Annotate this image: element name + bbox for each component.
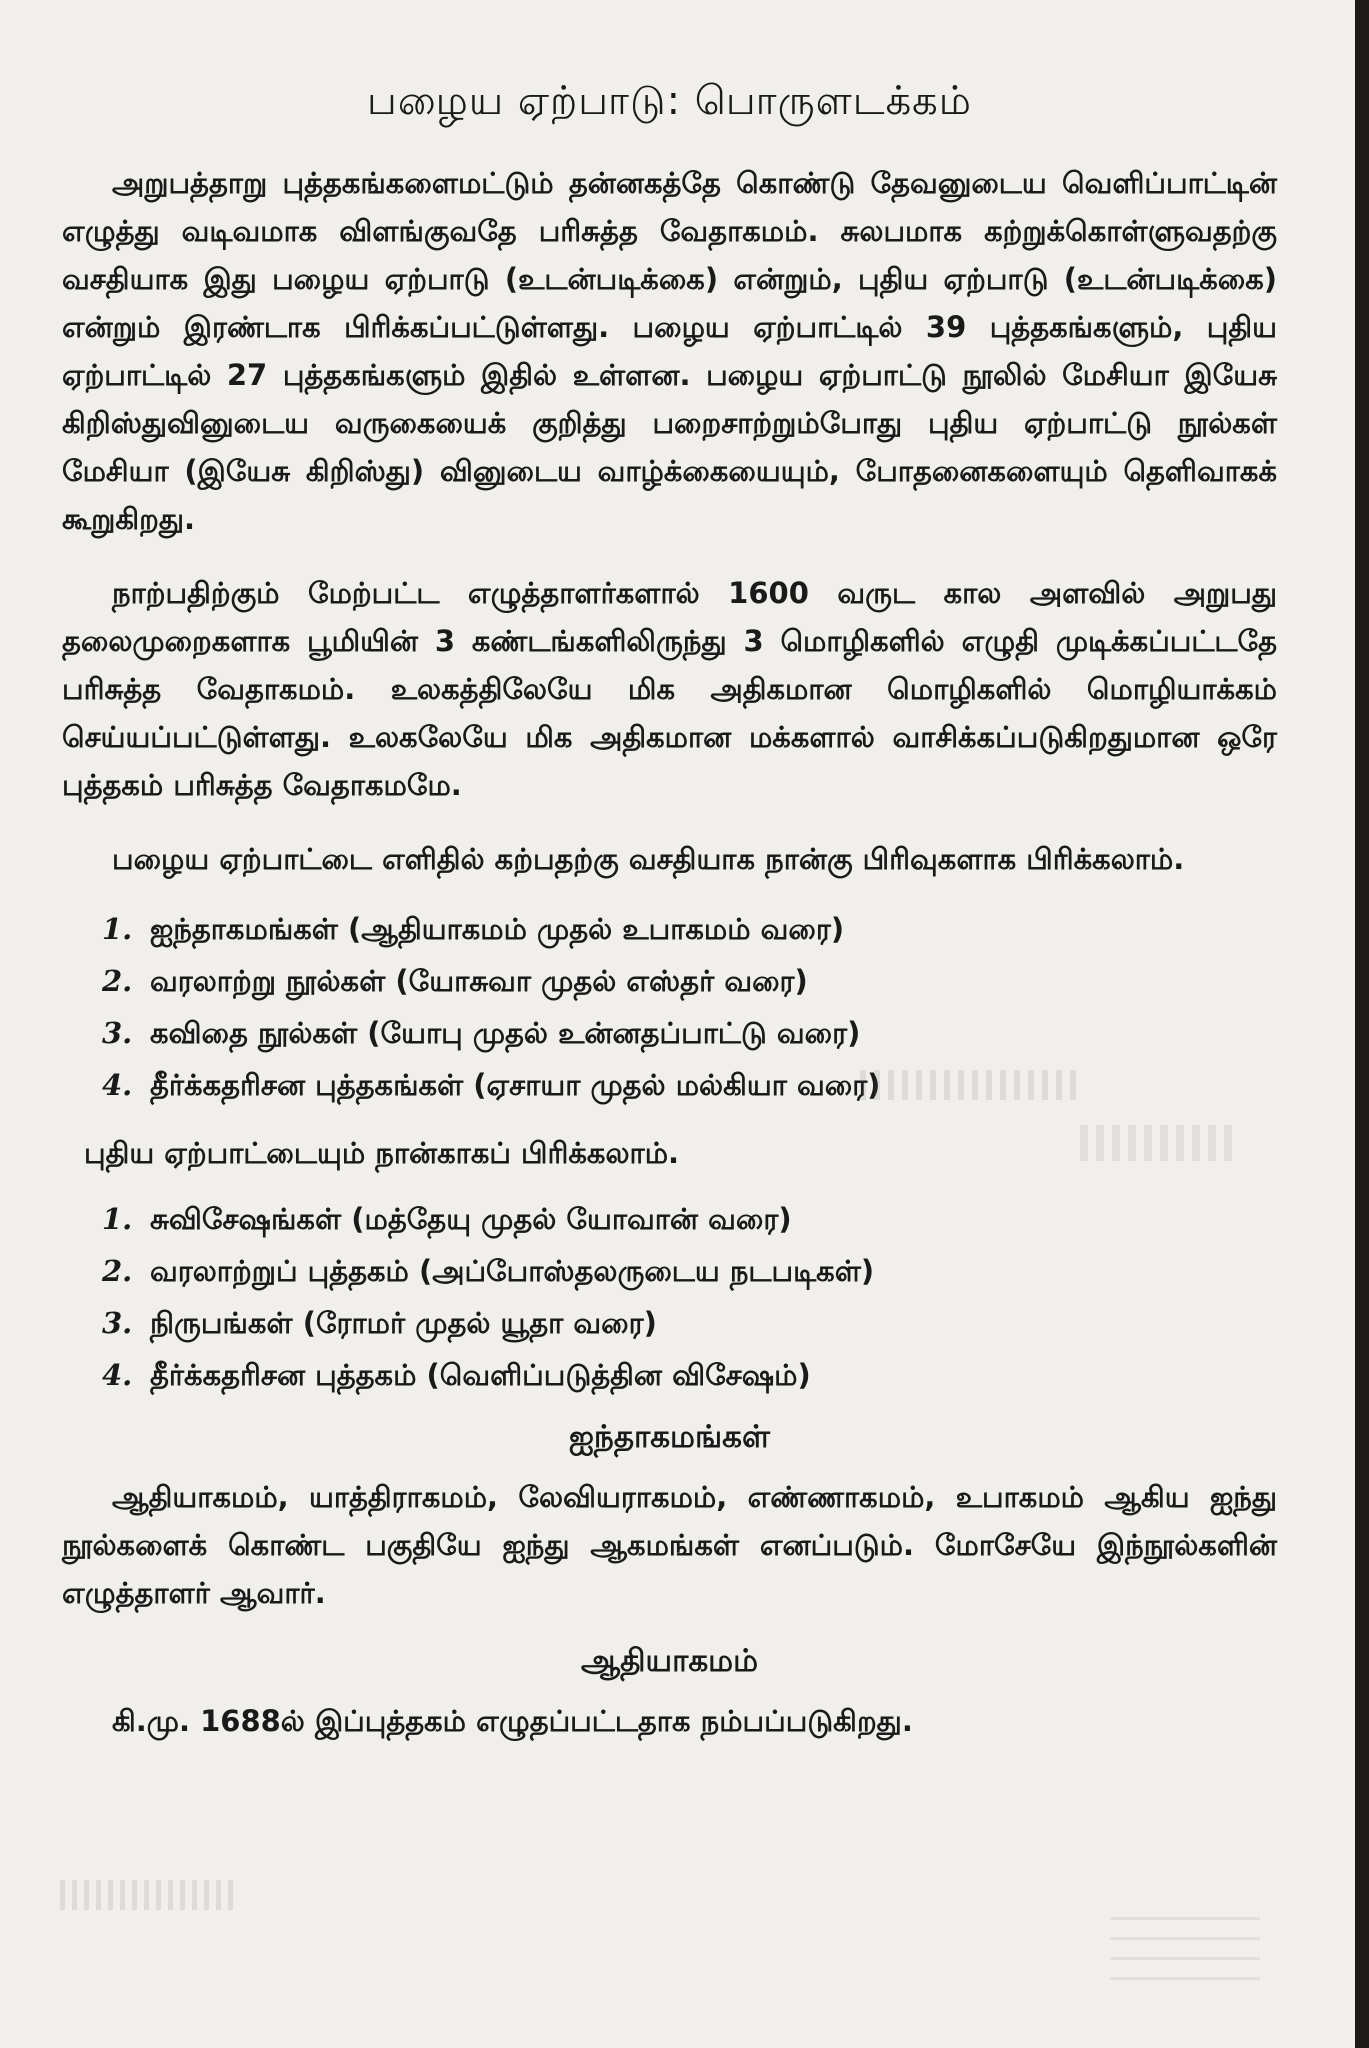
bleed-through-mark xyxy=(1080,1125,1240,1161)
list-number: 1. xyxy=(102,912,133,946)
list-item xyxy=(102,1059,1277,1111)
list-item xyxy=(102,955,1277,1007)
list-number: 4. xyxy=(102,1068,133,1102)
list-item xyxy=(102,1193,1277,1245)
new-testament-division-list xyxy=(62,1193,1277,1401)
page-title: பழைய ஏற்பாடு: பொருளடக்கம் xyxy=(367,78,972,124)
old-testament-intro: பழைய ஏற்பாட்டை எளிதில் கற்பதற்கு வசதியாக நான்கு பிரிவுகளாக பிரிக்கலாம். xyxy=(112,842,1185,876)
genesis-heading: ஆதியாகமம் xyxy=(580,1643,759,1679)
pentateuch-paragraph: ஆதியாகமம், யாத்திராகமம், லேவியராகமம், எண்ணாகமம், உபாகமம் ஆகிய ஐந்து நூல்களைக் கொண்ட பகுதியே ஐந்து ஆகமங்கள் எனப்படும். மோசேயே இந்நூல்களின் எழுத்தாளர் ஆவார். xyxy=(62,1480,1277,1610)
intro-paragraph: அறுபத்தாறு புத்தகங்களைமட்டும் தன்னகத்தே கொண்டு தேவனுடைய வெளிப்பாட்டின் எழுத்து வடிவமாக விளங்குவதே பரிசுத்த வேதாகமம். சுலபமாக கற்றுக்கொள்ளுவதற்கு வசதியாக இது பழைய ஏற்பாடு (உடன்படிக்கை) என்றும், புதிய ஏற்பாடு (உடன்படிக்கை) என்றும் இரண்டாக பிரிக்கப்பட்டுள்ளது. பழைய ஏற்பாட்டில் 39 புத்தகங்களும், புதிய ஏற்பாட்டில் 27 புத்தகங்களும் இதில் உள்ளன. பழைய ஏற்பாட்டு நூலில் மேசியா இயேசு கிறிஸ்துவினுடைய வருகையைக் குறித்து பறைசாற்றும்போது புதிய ஏற்பாட்டு நூல்கள் மேசியா (இயேசு கிறிஸ்து) வினுடைய வாழ்க்கையையும், போதனைகளையும் தெளிவாகக் கூறுகிறது. xyxy=(62,166,1277,536)
list-number: 4. xyxy=(102,1358,133,1392)
old-testament-division-list xyxy=(62,903,1277,1111)
pentateuch-heading: ஐந்தாகமங்கள் xyxy=(569,1419,770,1455)
authorship-paragraph: நாற்பதிற்கும் மேற்பட்ட எழுத்தாளர்களால் 1600 வருட கால அளவில் அறுபது தலைமுறைகளாக பூமியின் 3 கண்டங்களிலிருந்து 3 மொழிகளில் எழுதி முடிக்கப்பட்டதே பரிசுத்த வேதாகமம். உலகத்திலேயே மிக அதிகமான மொழிகளில் மொழியாக்கம் செய்யப்பட்டுள்ளது. உலகலேயே மிக அதிகமான மக்களால் வாசிக்கப்படுகிறதுமான ஒரே புத்தகம் பரிசுத்த வேதாகமமே. xyxy=(62,576,1277,802)
list-item xyxy=(102,1007,1277,1059)
list-item-text: தீர்க்கதரிசன புத்தகம் (வெளிப்படுத்தின விசேஷம்) xyxy=(150,1358,811,1392)
list-item-text: சுவிசேஷங்கள் (மத்தேயு முதல் யோவான் வரை) xyxy=(150,1202,792,1236)
list-item xyxy=(102,1245,1277,1297)
list-number: 2. xyxy=(102,964,133,998)
list-item-text: நிருபங்கள் (ரோமர் முதல் யூதா வரை) xyxy=(150,1306,657,1340)
list-number: 2. xyxy=(102,1254,133,1288)
bleed-through-mark xyxy=(60,1880,240,1910)
list-number: 3. xyxy=(102,1306,133,1340)
list-item-text: கவிதை நூல்கள் (யோபு முதல் உன்னதப்பாட்டு வரை) xyxy=(150,1016,861,1050)
list-item-text: வரலாற்று நூல்கள் (யோசுவா முதல் எஸ்தர் வரை) xyxy=(150,964,808,998)
genesis-paragraph: கி.மு. 1688ல் இப்புத்தகம் எழுதப்பட்டதாக நம்பப்படுகிறது. xyxy=(112,1704,913,1738)
new-testament-intro: புதிய ஏற்பாட்டையும் நான்காகப் பிரிக்கலாம். xyxy=(84,1136,680,1170)
list-item xyxy=(102,1349,1277,1401)
bleed-through-mark xyxy=(860,1070,1080,1100)
list-number: 1. xyxy=(102,1202,133,1236)
list-item-text: ஐந்தாகமங்கள் (ஆதியாகமம் முதல் உபாகமம் வரை) xyxy=(150,912,845,946)
list-number: 3. xyxy=(102,1016,133,1050)
list-item xyxy=(102,1297,1277,1349)
list-item xyxy=(102,903,1277,955)
list-item-text: தீர்க்கதரிசன புத்தகங்கள் (ஏசாயா முதல் மல்கியா வரை) xyxy=(150,1068,881,1102)
bleed-through-mark xyxy=(1110,1900,1260,1980)
list-item-text: வரலாற்றுப் புத்தகம் (அப்போஸ்தலருடைய நடபடிகள்) xyxy=(150,1254,875,1288)
